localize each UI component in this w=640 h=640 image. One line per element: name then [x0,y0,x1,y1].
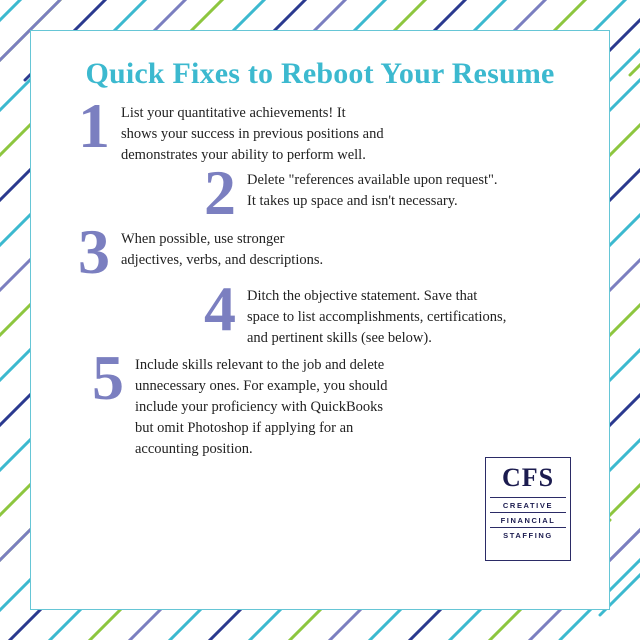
tip-line: Include skills relevant to the job and delete [135,356,385,373]
logo-monogram: CFS [501,463,555,492]
tip-line: unnecessary ones. For example, you should [135,377,388,394]
tips-list [53,90,587,460]
tip-line: List your quantitative achievements! It [121,105,346,121]
tip-line: When possible, use stronger [121,230,285,247]
tip-line: space to list accomplishments, certifications, [247,308,507,325]
logo-word-staffing: STAFFING [490,527,566,542]
logo-word-creative: CREATIVE [490,497,566,512]
tip-number: 5 [92,341,124,413]
list-item [193,272,587,349]
tip-line: accounting position. [135,440,253,457]
list-item [193,157,587,229]
tip-line: include your proficiency with QuickBooks [135,398,384,415]
tip-line: Delete "references available upon request". [247,172,498,189]
content-frame [30,30,610,610]
list-item [81,341,587,460]
tip-line: It takes up space and isn't necessary. [247,193,458,210]
tip-text [247,164,587,212]
tip-number: 1 [78,90,110,161]
tip-line: Ditch the objective statement. Save that [247,287,478,304]
tip-number: 3 [78,215,110,287]
page-title: Quick Fixes to Reboot Your Resume [85,57,555,90]
tip-line: and pertinent skills (see below). [247,329,432,346]
tip-text [121,97,587,166]
tip-line: demonstrates your ability to perform well. [121,147,366,164]
tip-number: 2 [204,157,236,229]
logo-word-financial: FINANCIAL [490,512,566,527]
tip-line: shows your success in previous positions and [121,126,384,143]
cfs-logo [485,457,571,561]
tip-text [135,349,587,460]
tip-text [247,280,587,349]
tip-line: adjectives, verbs, and descriptions. [121,251,324,268]
tip-number: 4 [204,272,236,344]
logo-wordmark [490,497,566,542]
tip-line: but omit Photoshop if applying for an [135,419,354,436]
tip-text [121,223,587,271]
list-item [67,90,587,166]
list-item [67,215,587,287]
